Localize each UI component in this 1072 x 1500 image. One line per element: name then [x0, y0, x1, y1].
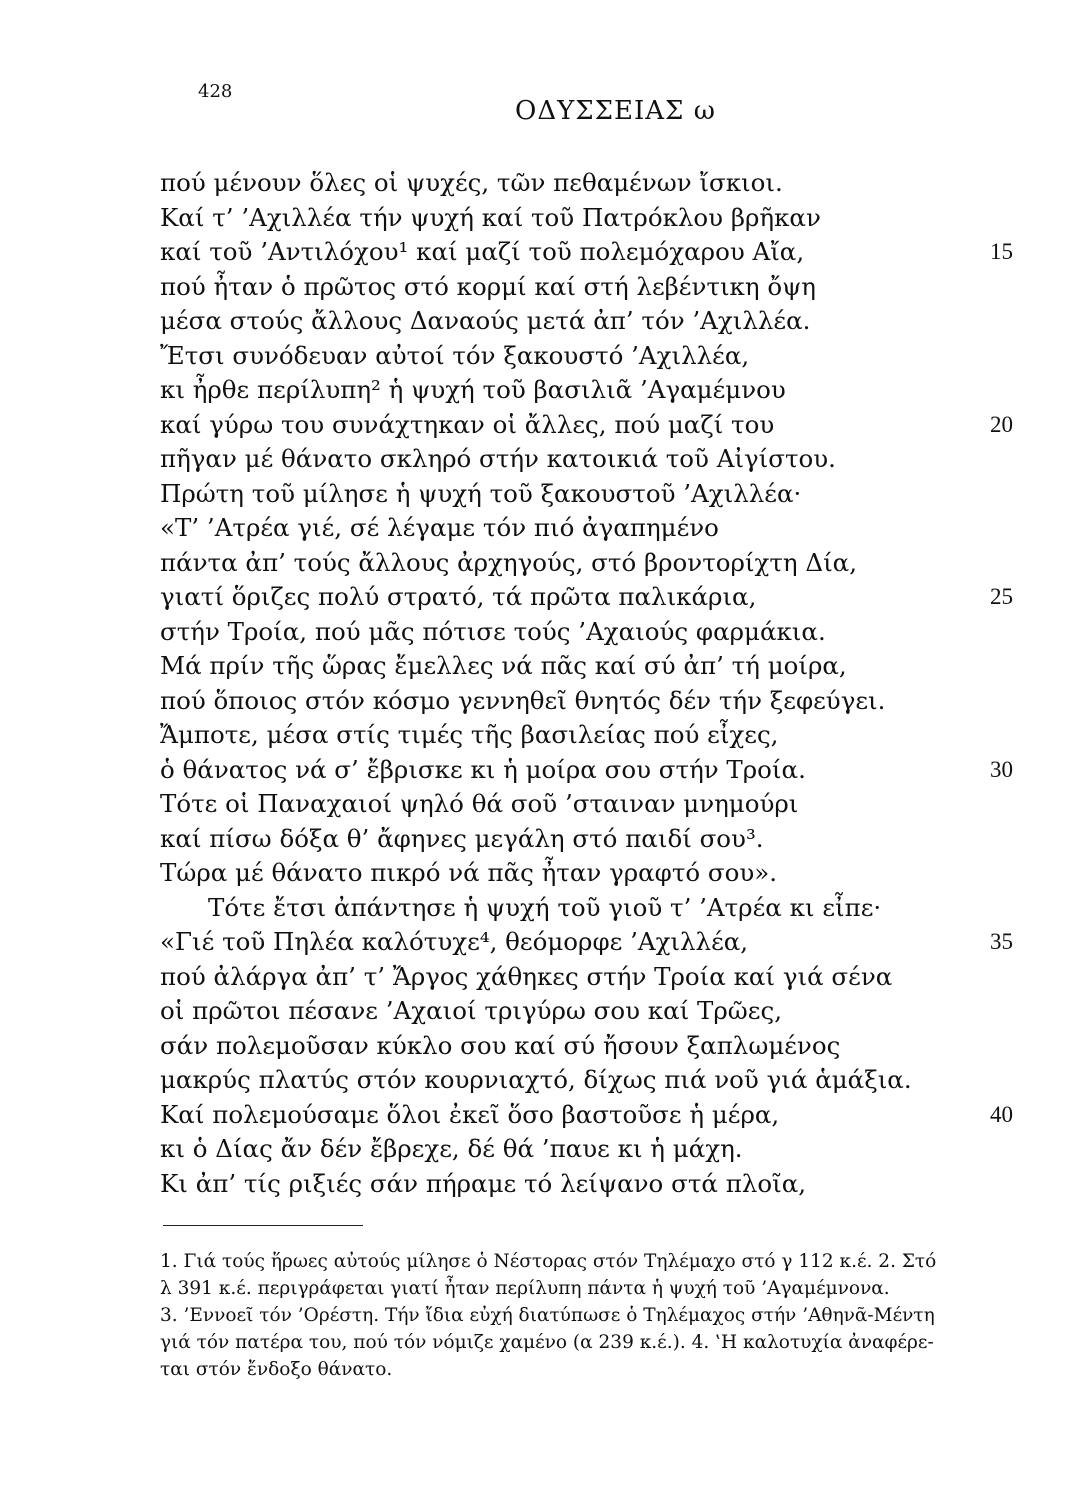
verse-line	[160, 856, 920, 891]
verse-text: οἱ πρῶτοι πέσανε ’Αχαιοί τριγύρω σου καί Τρῶες,	[160, 996, 782, 1025]
verse-text: μακρύς πλατύς στόν κουρνιαχτό, δίχως πιά νοῦ γιά ἁμάξια.	[160, 1065, 912, 1094]
verse-line	[160, 270, 920, 305]
verse-line	[160, 201, 920, 236]
verse-line	[160, 580, 1013, 615]
verse-text: μέσα στούς ἄλλους Δαναούς μετά ἀπ’ τόν ’Αχιλλέα.	[160, 306, 811, 335]
verse-line	[160, 787, 920, 822]
verse-text: σάν πολεμοῦσαν κύκλο σου καί σύ ἤσουν ξαπλωμένος	[160, 1030, 841, 1060]
verse-text: «Γιέ τοῦ Πηλέα καλότυχε⁴, θεόμορφε ’Αχιλλέα,	[160, 927, 749, 956]
verse-line	[160, 166, 920, 201]
verse-line	[160, 891, 920, 926]
verse-text: Ἄμποτε, μέσα στίς τιμές τῆς βασιλείας πού εἶχες,	[160, 720, 779, 749]
verse-line	[160, 408, 1013, 443]
verse-text: Καί πολεμούσαμε ὅλοι ἐκεῖ ὅσο βαστοῦσε ἡ μέρα,	[160, 1099, 780, 1129]
verse-text: ὁ θάνατος νά σ’ ἔβρισκε κι ἡ μοίρα σου στήν Τροία.	[160, 754, 806, 784]
verse-text: καί τοῦ ’Αντιλόχου¹ καί μαζί τοῦ πολεμόχαρου Αἴα,	[160, 237, 805, 266]
running-title: ΟΔΥΣΣΕΙΑΣ ω	[515, 96, 716, 126]
footnote-line: 1. Γιά τούς ἥρωες αὐτούς μίλησε ὁ Νέστορας στόν Τηλέμαχο στό γ 112 κ.έ. 2. Στό	[160, 1251, 937, 1272]
verse-line	[160, 511, 920, 546]
verse-text: καί πίσω δόξα θ’ ἄφηνες μεγάλη στό παιδί σου³.	[160, 823, 764, 853]
verse-line	[160, 960, 920, 995]
verse-line	[160, 615, 920, 650]
verse-text: πού ἀλάργα ἀπ’ τ’ Ἄργος χάθηκες στήν Τροία καί γιά σένα	[160, 961, 893, 991]
verse-text: γιατί ὅριζες πολύ στρατό, τά πρῶτα παλικάρια,	[160, 582, 757, 611]
line-number: 30	[990, 756, 1013, 782]
verse-text: Κι ἀπ’ τίς ριξιές σάν πήραμε τό λείψανο στά πλοῖα,	[160, 1168, 807, 1198]
verse-text: πῆγαν μέ θάνατο σκληρό στήν κατοικιά τοῦ Αἰγίστου.	[160, 444, 836, 473]
verse-line	[160, 649, 920, 684]
verse-text: κι ὁ Δίας ἄν δέν ἔβρεχε, δέ θά ’παυε κι ἡ μάχη.	[160, 1134, 743, 1163]
verse-text: κι ἦρθε περίλυπη² ἡ ψυχή τοῦ βασιλιᾶ ’Αγαμέμνου	[160, 375, 786, 404]
verse-line	[160, 994, 920, 1029]
line-number: 25	[990, 584, 1013, 609]
verse-text: πάντα ἀπ’ τούς ἄλλους ἀρχηγούς, στό βροντορίχτη Δία,	[160, 547, 858, 577]
verse-text: Μά πρίν τῆς ὥρας ἔμελλες νά πᾶς καί σύ ἀπ’ τή μοίρα,	[160, 651, 847, 680]
verse-text: πού ὅποιος στόν κόσμο γεννηθεῖ θνητός δέν τήν ξεφεύγει.	[160, 685, 886, 715]
verse-line	[160, 339, 920, 374]
verse-text: καί γύρω του συνάχτηκαν οἱ ἄλλες, πού μαζί του	[160, 409, 775, 439]
footnote-line: ται στόν ἔνδοξο θάνατο.	[160, 1359, 393, 1380]
verse-text: Ἔτσι συνόδευαν αὐτοί τόν ξακουστό ’Αχιλλέα,	[160, 340, 750, 370]
verse-line	[160, 442, 920, 477]
footnote-divider	[163, 1225, 363, 1226]
verse-line	[160, 822, 920, 857]
footnotes	[160, 1248, 1010, 1383]
verse-line	[160, 1167, 920, 1202]
verse-text: πού μένουν ὅλες οἱ ψυχές, τῶν πεθαμένων ἴσκιοι.	[160, 168, 783, 197]
verse-line	[160, 684, 920, 719]
verse-line	[160, 235, 1013, 270]
verse-text: Τώρα μέ θάνατο πικρό νά πᾶς ἦταν γραφτό σου».	[160, 858, 778, 887]
page-number: 428	[198, 81, 233, 102]
verse-text: Καί τ’ ’Αχιλλέα τήν ψυχή καί τοῦ Πατρόκλου βρῆκαν	[160, 202, 821, 232]
line-number: 35	[990, 929, 1013, 954]
footnote-line: 3. ’Εννοεῖ τόν ’Ορέστη. Τήν ἴδια εὐχή διατύπωσε ὁ Τηλέμαχος στήν ’Αθηνᾶ-Μέντη	[160, 1305, 935, 1326]
verse-line	[160, 753, 1013, 788]
verse-text: Τότε ἔτσι ἀπάντησε ἡ ψυχή τοῦ γιοῦ τ’ ’Ατρέα κι εἶπε·	[208, 892, 882, 922]
verse-text: Πρώτη τοῦ μίλησε ἡ ψυχή τοῦ ξακουστοῦ ’Αχιλλέα·	[160, 478, 802, 508]
verse-block	[160, 166, 1013, 1201]
line-number: 20	[990, 411, 1013, 437]
verse-text: «Τ’ ’Ατρέα γιέ, σέ λέγαμε τόν πιό ἀγαπημένο	[160, 513, 719, 542]
verse-line	[160, 1098, 1013, 1133]
line-number: 15	[990, 239, 1013, 264]
verse-line	[160, 925, 1013, 960]
verse-line	[160, 304, 920, 339]
verse-line	[160, 373, 920, 408]
verse-line	[160, 1063, 920, 1098]
verse-line	[160, 1132, 920, 1167]
verse-text: στήν Τροία, πού μᾶς πότισε τούς ’Αχαιούς φαρμάκια.	[160, 616, 826, 646]
verse-line	[160, 1029, 920, 1064]
verse-line	[160, 477, 920, 512]
footnote-line: λ 391 κ.έ. περιγράφεται γιατί ἦταν περίλυπη πάντα ἡ ψυχή τοῦ ’Αγαμέμνονα.	[160, 1278, 890, 1299]
verse-text: Τότε οἱ Παναχαιοί ψηλό θά σοῦ ’σταιναν μνημούρι	[160, 789, 799, 818]
verse-text: πού ἦταν ὁ πρῶτος στό κορμί καί στή λεβέντικη ὄψη	[160, 271, 816, 301]
verse-line	[160, 546, 920, 581]
footnote-line: γιά τόν πατέρα του, πού τόν νόμιζε χαμένο (α 239 κ.έ.). 4. ‛Η καλοτυχία ἀναφέρε-	[160, 1332, 934, 1353]
verse-line	[160, 718, 920, 753]
line-number: 40	[990, 1101, 1013, 1127]
